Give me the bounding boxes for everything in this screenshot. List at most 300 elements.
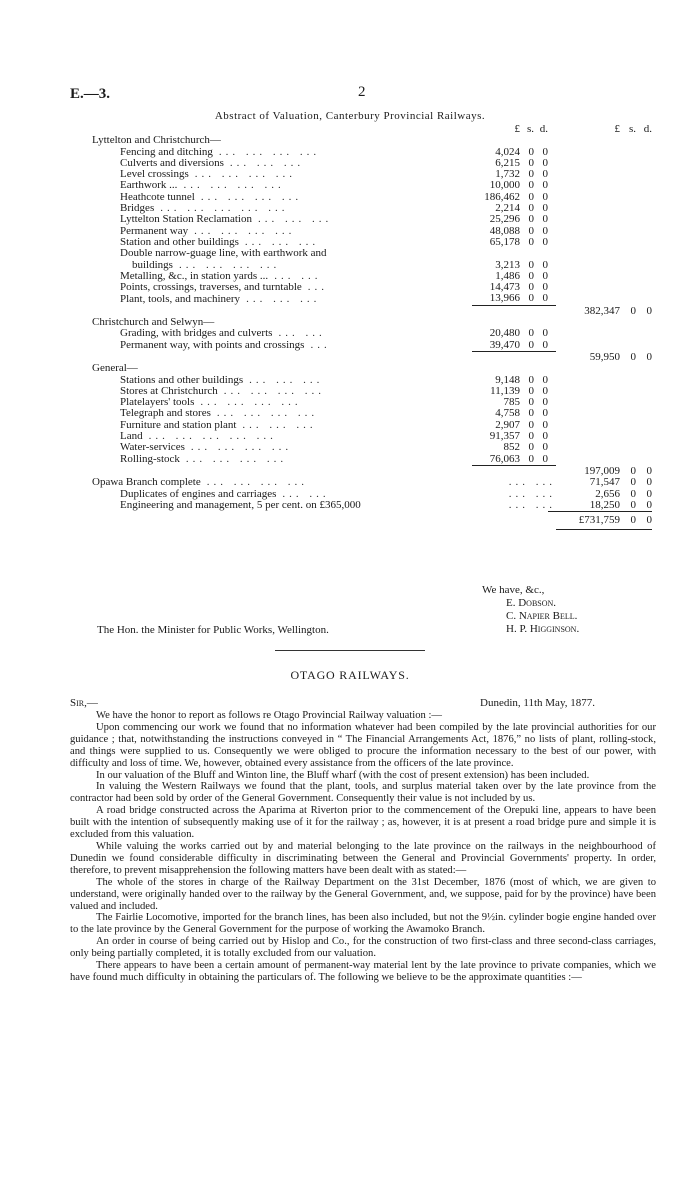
item-pounds: 6,215	[495, 156, 520, 169]
leader-dots: ... ...	[278, 327, 326, 340]
cell	[620, 282, 636, 293]
extra-label	[92, 489, 472, 500]
cell	[472, 351, 520, 363]
item-label-text: buildings	[132, 258, 173, 271]
item-pounds: 10,000	[489, 179, 520, 192]
addressee: The Hon. the Minister for Public Works, Wellington.	[97, 624, 329, 636]
cell	[636, 180, 652, 191]
item-pence: 0	[542, 202, 548, 215]
cell	[472, 512, 520, 530]
cell	[636, 431, 652, 442]
item-label-text: Bridges	[120, 202, 155, 215]
item-pence: 0	[542, 281, 548, 294]
cell	[636, 169, 652, 180]
item-pence: 0	[542, 338, 548, 351]
cell	[548, 375, 556, 386]
mid-dots: ... ...	[508, 476, 556, 489]
cell	[548, 158, 556, 169]
item-pounds: 4,758	[495, 407, 520, 420]
cell	[556, 328, 620, 339]
item-label-text: Water-services	[120, 441, 185, 454]
cell	[556, 226, 620, 237]
item-pence: 0	[542, 213, 548, 226]
item-label-text: Lyttelton Station Reclamation	[120, 213, 252, 226]
cell	[548, 420, 556, 431]
cell	[556, 442, 620, 453]
item-shillings: 0	[528, 258, 534, 271]
cell	[556, 282, 620, 293]
item-shillings: 0	[528, 373, 534, 386]
cell	[548, 271, 556, 282]
item-label-text: Stations and other buildings	[120, 373, 244, 386]
cell	[556, 397, 620, 408]
item-row	[92, 454, 652, 466]
item-label	[92, 442, 472, 453]
leader-dots: ... ... ... ... ...	[160, 202, 289, 215]
cell	[548, 386, 556, 397]
cell	[636, 442, 652, 453]
item-label-text: Points, crossings, traverses, and turntable	[120, 281, 302, 294]
item-pounds: 25,296	[489, 213, 520, 226]
cell	[636, 147, 652, 158]
item-pounds: 13,966	[489, 292, 520, 305]
item-shillings	[520, 248, 534, 259]
leader-dots: ... ... ... ...	[183, 179, 285, 192]
letter-paragraph: While valuing the works carried out by and material belonging to the late province on the railways in the neighbourhood of Dunedin we found considerable difficulty in discriminating between the General and Provincial Governments' property. In order, therefore, to prevent misapprehension the following matters have been dealt with as stated:—	[70, 840, 656, 876]
item-row	[92, 282, 652, 293]
col-s-header: s.	[526, 123, 534, 135]
extra-label-text: Engineering and management, 5 per cent. on £365,000	[120, 499, 361, 512]
cell	[636, 375, 652, 386]
leader-dots: ...	[310, 339, 331, 352]
item-pounds: 91,357	[489, 430, 520, 443]
item-pounds: 11,139	[490, 384, 520, 397]
item-pounds: 20,480	[489, 327, 520, 340]
cell	[548, 351, 556, 363]
cell	[556, 180, 620, 191]
item-pence: 0	[542, 327, 548, 340]
leader-dots: ... ...	[274, 269, 322, 282]
item-pounds: 1,486	[495, 269, 520, 282]
item-row	[92, 442, 652, 453]
item-pounds: 9,148	[495, 373, 520, 386]
cell	[556, 203, 620, 214]
cell	[548, 226, 556, 237]
leader-dots: ... ... ... ...	[206, 476, 308, 489]
abstract-title: Abstract of Valuation, Canterbury Provincial Railways.	[214, 110, 486, 122]
item-label-text: Double narrow-guage line, with earthwork and	[120, 247, 327, 260]
item-pence: 0	[542, 179, 548, 192]
group-total-row	[92, 351, 652, 363]
signoff-closing: We have, &c.,	[482, 584, 545, 596]
gap	[548, 124, 556, 135]
cell	[548, 512, 556, 530]
item-pounds: 76,063	[489, 452, 520, 465]
cell	[620, 214, 636, 225]
item-pence: 0	[542, 384, 548, 397]
group-total-pounds: 382,347	[584, 304, 620, 317]
cell	[556, 237, 620, 248]
col-d-header: d.	[539, 123, 548, 135]
signatory-1: E. Dobson.	[506, 597, 557, 609]
cell	[636, 340, 652, 352]
extra-pounds: 71,547	[589, 476, 620, 489]
cell	[556, 386, 620, 397]
cell	[556, 408, 620, 419]
grand-total-pounds: £731,759	[556, 512, 620, 530]
col-s-total-header: s.	[628, 123, 636, 135]
cell	[636, 260, 652, 271]
cell	[548, 305, 556, 317]
cell	[636, 192, 652, 203]
item-pence: 0	[542, 292, 548, 305]
item-shillings: 0	[528, 235, 534, 248]
col-d-total-header: d.	[643, 123, 652, 135]
extra-shillings: 0	[630, 476, 636, 489]
cell	[556, 293, 620, 305]
leader-dots: ... ... ... ...	[218, 145, 321, 158]
extra-pence: 0	[646, 476, 652, 489]
item-shillings: 0	[528, 384, 534, 397]
cell	[548, 282, 556, 293]
item-label-text: Heathcote tunnel	[120, 190, 195, 203]
item-shillings: 0	[528, 396, 534, 409]
item-label-text: Metalling, &c., in station yards ...	[120, 269, 269, 282]
cell	[520, 512, 534, 530]
item-label-text: Culverts and diversions	[120, 156, 224, 169]
cell	[620, 386, 636, 397]
leader-dots: ... ... ...	[229, 156, 305, 169]
item-shillings: 0	[528, 202, 534, 215]
leader-dots: ... ... ... ...	[200, 190, 303, 203]
group-total-pence: 0	[646, 350, 652, 363]
item-label-text: Stores at Christchurch	[120, 384, 218, 397]
item-label-text: Platelayers' tools	[120, 396, 195, 409]
item-shillings: 0	[528, 168, 534, 181]
cell	[636, 226, 652, 237]
item-shillings: 0	[528, 281, 534, 294]
cell	[620, 328, 636, 339]
cell	[92, 512, 472, 530]
item-pounds: 14,473	[489, 281, 520, 294]
item-shillings: 0	[528, 269, 534, 282]
mid-dots: ... ...	[508, 498, 556, 511]
item-pence: 0	[542, 224, 548, 237]
cell	[620, 431, 636, 442]
item-pounds: 2,907	[495, 418, 520, 431]
item-pence: 0	[542, 452, 548, 465]
item-pence: 0	[542, 258, 548, 271]
cell	[620, 375, 636, 386]
cell	[620, 397, 636, 408]
group-total-pounds: 59,950	[589, 350, 620, 363]
cell	[556, 454, 620, 466]
item-pence: 0	[542, 373, 548, 386]
item-pence: 0	[542, 168, 548, 181]
item-pence: 0	[542, 156, 548, 169]
item-pence: 0	[542, 407, 548, 420]
cell	[636, 397, 652, 408]
cell	[620, 271, 636, 282]
leader-dots: ... ... ...	[244, 235, 320, 248]
leader-dots: ...	[307, 281, 329, 294]
item-pounds: 65,178	[489, 235, 520, 248]
group-heading: General—	[92, 362, 138, 375]
item-label-text: Plant, tools, and machinery	[120, 292, 241, 305]
cell	[636, 271, 652, 282]
cell	[548, 237, 556, 248]
cell	[636, 420, 652, 431]
group-total-shillings: 0	[630, 304, 636, 317]
item-pounds: 2,214	[495, 202, 520, 215]
leader-dots: ... ... ... ...	[178, 258, 281, 271]
extra-row	[92, 489, 652, 500]
cell	[548, 454, 556, 466]
cell	[636, 282, 652, 293]
cell	[556, 340, 620, 352]
item-shillings: 0	[528, 441, 534, 454]
letter-paragraph: A road bridge constructed across the Aparima at Riverton prior to the commencement of the Orepuki line, appears to have been built with the intention of subsequently making use of it for the railway ; as, however, it is at present a road bridge pure and simple it is excluded from this valuation.	[70, 805, 656, 841]
cell	[636, 158, 652, 169]
signatory-2: C. Napier Bell.	[506, 610, 578, 622]
cell	[548, 260, 556, 271]
item-label-text: Level crossings	[120, 168, 189, 181]
item-pounds	[472, 248, 520, 259]
grand-total-row	[92, 512, 652, 530]
page-number: 2	[358, 84, 366, 100]
cell	[548, 214, 556, 225]
leader-dots: ... ... ... ...	[185, 453, 288, 466]
cell	[548, 328, 556, 339]
item-pence: 0	[542, 235, 548, 248]
item-label	[92, 282, 472, 293]
cell	[620, 169, 636, 180]
extra-row	[92, 500, 652, 512]
cell	[636, 386, 652, 397]
item-row	[92, 248, 652, 259]
cell	[620, 237, 636, 248]
cell	[556, 248, 620, 259]
item-label	[92, 454, 472, 466]
item-shillings: 0	[528, 213, 534, 226]
cell	[548, 293, 556, 305]
group-heading: Lyttelton and Christchurch—	[92, 134, 221, 147]
item-row	[92, 328, 652, 339]
group-heading: Christchurch and Selwyn—	[92, 316, 215, 329]
item-label-text: Station and other buildings	[120, 235, 239, 248]
cell	[620, 420, 636, 431]
dateline: Dunedin, 11th May, 1877.	[480, 697, 595, 709]
grand-total-shillings: 0	[620, 512, 636, 530]
col-pound-total-header: £	[614, 123, 620, 135]
section-divider	[275, 650, 425, 651]
item-label-text: Land	[120, 430, 143, 443]
cell	[556, 375, 620, 386]
cell	[636, 214, 652, 225]
item-label-text: Permanent way, with points and crossings	[120, 339, 305, 352]
cell	[548, 203, 556, 214]
item-label-text: Rolling-stock	[120, 453, 180, 466]
item-shillings: 0	[528, 430, 534, 443]
item-pence: 0	[542, 145, 548, 158]
item-pounds: 1,732	[495, 168, 520, 181]
otago-letter-body	[70, 710, 656, 984]
mid-dots: ... ...	[508, 487, 556, 500]
cell	[548, 431, 556, 442]
letter-paragraph: There appears to have been a certain amount of permanent-way material lent by the late province to private companies, which we have found much difficulty in obtaining the particulars of. The following we believe to be the approximate quantities :—	[70, 960, 656, 983]
cell	[620, 408, 636, 419]
group-total-shillings: 0	[630, 464, 636, 477]
cell	[636, 293, 652, 305]
item-shillings: 0	[528, 292, 534, 305]
leader-dots: ... ... ... ...	[194, 224, 296, 237]
leader-dots: ... ... ... ... ...	[148, 430, 277, 443]
cell	[556, 158, 620, 169]
cell	[636, 408, 652, 419]
letter-paragraph: Upon commencing our work we found that no information whatever had been compiled by the late provincial authorities for our guidance ; that, notwithstanding the instructions conveyed in “ The Financial Arrangements Act, 1876,” no lists of plant, rolling-stock, and things were supplied to us. Consequently we were obliged to procure the information necessary to the best of our power, with difficulty and loss of time. We, however, obtained every assistance from the officers of the late province.	[70, 721, 656, 769]
cell	[556, 420, 620, 431]
letter-paragraph: We have the honor to report as follows re Otago Provincial Railway valuation :—	[96, 710, 443, 721]
item-label-text: Furniture and station plant	[120, 418, 237, 431]
leader-dots: ... ... ... ...	[200, 396, 302, 409]
item-label-text: Earthwork ...	[120, 179, 178, 192]
cell	[556, 169, 620, 180]
item-pounds: 852	[503, 441, 520, 454]
item-pence	[534, 248, 548, 259]
cell	[636, 203, 652, 214]
item-pence: 0	[542, 430, 548, 443]
cell	[620, 454, 636, 466]
item-pounds: 3,213	[495, 258, 520, 271]
group-total-pence: 0	[646, 304, 652, 317]
otago-title: OTAGO RAILWAYS.	[290, 668, 410, 682]
leader-dots: ... ... ...	[242, 418, 317, 431]
item-shillings: 0	[528, 179, 534, 192]
cell	[620, 226, 636, 237]
letter-paragraph: The whole of the stores in charge of the Railway Department on the 31st December, 1876 (most of which, we are given to understand, were originally handed over to the railway by the General Government, and, we suppose, paid for by the province) have been valued and included.	[70, 876, 656, 912]
cell	[636, 248, 652, 259]
item-pence: 0	[542, 190, 548, 203]
cell	[620, 248, 636, 259]
extra-label	[92, 500, 472, 512]
cell	[548, 180, 556, 191]
cell	[548, 442, 556, 453]
cell	[548, 147, 556, 158]
cell	[548, 248, 556, 259]
item-pounds: 48,088	[489, 224, 520, 237]
valuation-table	[92, 124, 652, 530]
cell	[472, 305, 520, 317]
cell	[636, 328, 652, 339]
grand-total-pence: 0	[636, 512, 652, 530]
item-shillings: 0	[528, 156, 534, 169]
cell	[620, 192, 636, 203]
cell	[620, 203, 636, 214]
salutation: Sir,—	[70, 697, 98, 709]
item-shillings: 0	[528, 407, 534, 420]
cell	[534, 512, 548, 530]
cell	[556, 214, 620, 225]
cell	[620, 340, 636, 352]
extra-pence: 0	[646, 487, 652, 500]
item-shillings: 0	[528, 224, 534, 237]
page-code: E.—3.	[70, 86, 111, 102]
leader-dots: ... ... ... ...	[223, 384, 326, 397]
letter-paragraph: The Fairlie Locomotive, imported for the branch lines, has been also included, but not the 9½in. cylinder bogie engine handed over to the late province by the General Government for the purpose of working the Awamoko Branch.	[70, 912, 656, 936]
extra-shillings: 0	[630, 487, 636, 500]
leader-dots: ... ... ...	[246, 292, 321, 305]
group-total-pounds: 197,009	[584, 464, 620, 477]
item-shillings: 0	[528, 338, 534, 351]
item-label-text: Telegraph and stores	[120, 407, 211, 420]
item-pence: 0	[542, 441, 548, 454]
cell	[636, 454, 652, 466]
leader-dots: ... ...	[282, 487, 330, 500]
item-pounds: 785	[503, 396, 520, 409]
extra-pounds: 2,656	[595, 487, 620, 500]
cell	[556, 260, 620, 271]
item-pounds: 186,462	[484, 190, 520, 203]
cell	[556, 271, 620, 282]
item-label	[92, 293, 472, 305]
cell	[620, 158, 636, 169]
item-label-text: Fencing and ditching	[120, 145, 213, 158]
cell	[534, 351, 548, 363]
cell	[620, 260, 636, 271]
cell	[556, 147, 620, 158]
group-total-shillings: 0	[630, 350, 636, 363]
leader-dots: ... ... ...	[249, 373, 324, 386]
item-pounds: 4,024	[495, 145, 520, 158]
cell	[548, 169, 556, 180]
item-label	[92, 328, 472, 339]
cell	[620, 442, 636, 453]
leader-dots: ... ... ... ...	[216, 407, 319, 420]
cell	[548, 340, 556, 352]
item-shillings: 0	[528, 190, 534, 203]
item-row	[92, 340, 652, 352]
item-shillings: 0	[528, 452, 534, 465]
cell	[620, 180, 636, 191]
extra-pence: 0	[646, 498, 652, 511]
cell	[548, 397, 556, 408]
item-shillings: 0	[528, 418, 534, 431]
item-pence: 0	[542, 418, 548, 431]
item-row	[92, 293, 652, 305]
cell	[620, 147, 636, 158]
cell	[92, 351, 472, 363]
item-label	[92, 340, 472, 352]
cell	[520, 305, 534, 317]
cell	[556, 192, 620, 203]
cell	[548, 192, 556, 203]
col-pound-header: £	[514, 123, 520, 135]
group-total-pence: 0	[646, 464, 652, 477]
item-pence: 0	[542, 269, 548, 282]
item-label-text: Permanent way	[120, 224, 189, 237]
item-pounds: 39,470	[489, 338, 520, 351]
cell	[548, 408, 556, 419]
extra-label-text: Opawa Branch complete	[92, 476, 201, 489]
cell	[556, 431, 620, 442]
item-shillings: 0	[528, 145, 534, 158]
extra-label-text: Duplicates of engines and carriages	[120, 487, 277, 500]
item-shillings: 0	[528, 327, 534, 340]
cell	[636, 237, 652, 248]
cell	[620, 293, 636, 305]
item-pence: 0	[542, 396, 548, 409]
leader-dots: ... ... ... ...	[190, 441, 293, 454]
